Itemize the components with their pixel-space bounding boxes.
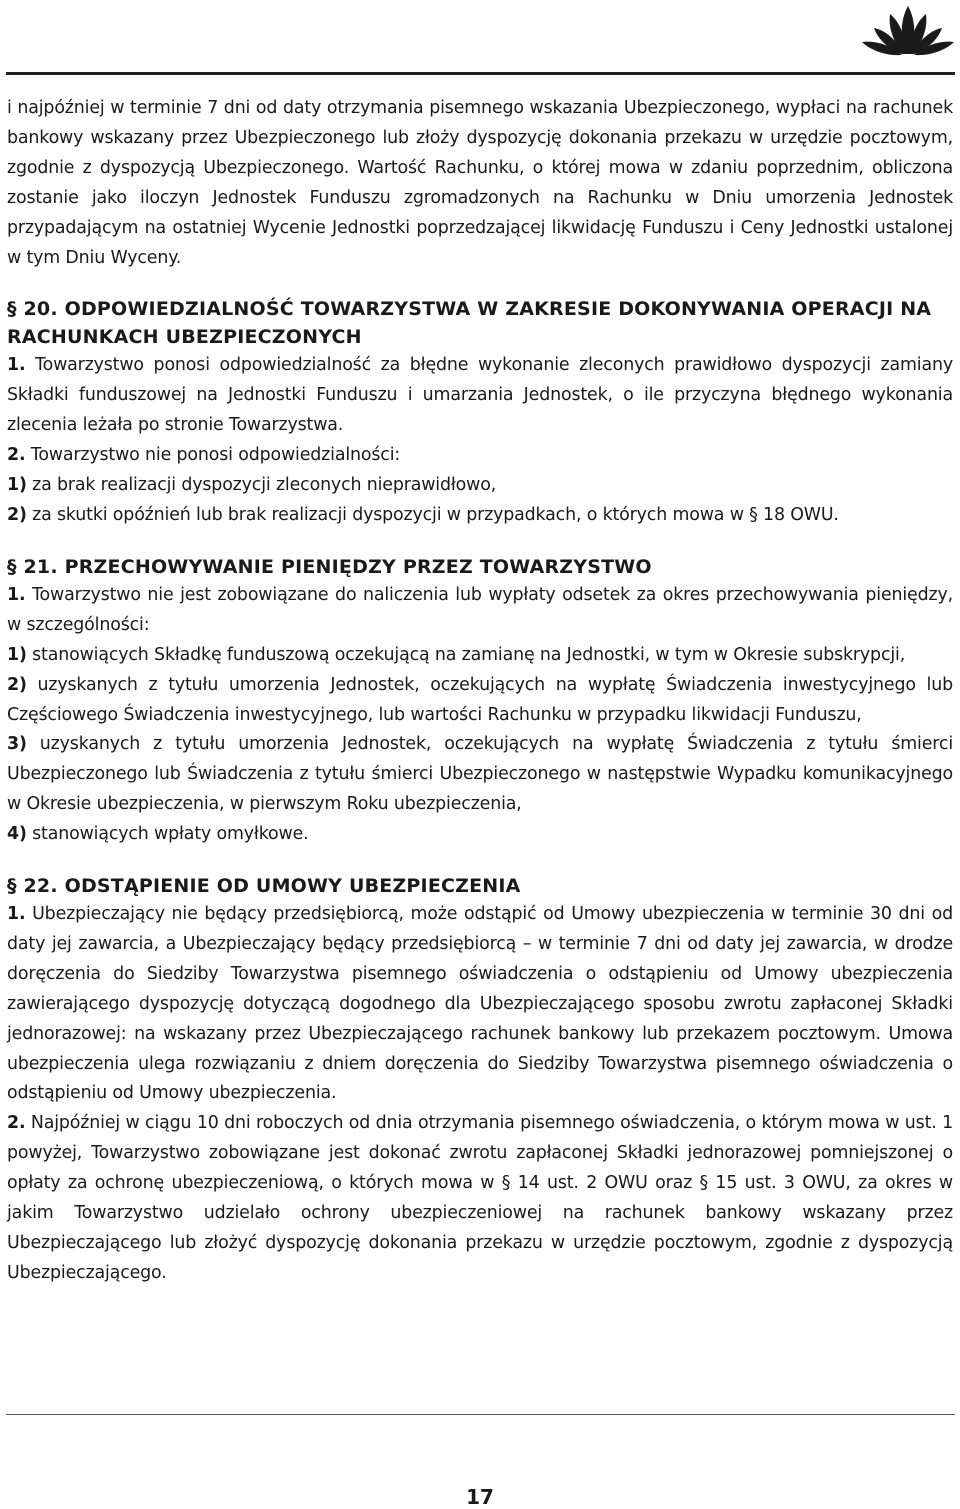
item-number: 1. <box>7 904 26 925</box>
header-rule <box>6 72 955 75</box>
item-text: Najpóźniej w ciągu 10 dni roboczych od dnia otrzymania pisemnego oświadczenia, o którym mowa w ust. 1 powyżej, Towarzystwo zobowiązane jest dokonać zwrotu zapłaconej Składki jednorazowej pomniejszonej o opłaty za ochronę ubezpieczeniową, o których mowa w § 14 ust. 2 OWU oraz § 15 ust. 3 OWU, za okres w jakim Towarzystwo udzielało ochrony ubezpieczeniowej na rachunek bankowy wskazany przez Ubezpieczającego lub złożyć dyspozycję dokonania przekazu w urzędzie pocztowym, zgodnie z dyspozycją Ubezpieczającego. <box>7 1113 953 1283</box>
item-number: 3) <box>7 734 27 755</box>
item-text: za skutki opóźnień lub brak realizacji dyspozycji w przypadkach, o których mowa w § 18 OWU. <box>26 504 839 525</box>
item-number: 2. <box>7 445 26 466</box>
section-20-point-1 <box>7 471 953 501</box>
section-20-heading: § 20. ODPOWIEDZIALNOŚĆ TOWARZYSTWA W ZAKRESIE DOKONYWANIA OPERACJI NA RACHUNKACH UBEZPIECZONYCH <box>7 298 932 349</box>
item-number: 1) <box>7 644 27 665</box>
item-text: Towarzystwo ponosi odpowiedzialność za błędne wykonanie zleconych prawidłowo dyspozycji zamiany Składki funduszowej na Jednostki Funduszu i umarzania Jednostek, o ile przyczyna błędnego wykonania zlecenia leżała po stronie Towarzystwa. <box>7 355 953 436</box>
section-20-item-1 <box>7 351 953 441</box>
item-number: 2) <box>7 674 27 695</box>
section-21-heading: § 21. PRZECHOWYWANIE PIENIĘDZY PRZEZ TOWARZYSTWO <box>7 555 652 578</box>
section-21-point-4 <box>7 820 953 850</box>
footer-rule <box>6 1414 955 1415</box>
item-text: Ubezpieczający nie będący przedsiębiorcą, może odstąpić od Umowy ubezpieczenia w terminie 30 dni od daty jej zawarcia, a Ubezpieczający będący przedsiębiorcą – w terminie 7 dni od daty jej zawarcia, w drodze doręczenia do Siedziby Towarzystwa pisemnego oświadczenia o odstąpieniu od Umowy ubezpieczenia zawierającego dyspozycję dotyczącą dogodnego dla Ubezpieczającego sposobu zwrotu zapłaconej Składki jednorazowej: na wskazany przez Ubezpieczającego rachunek bankowy lub przekazem pocztowym. Umowa ubezpieczenia ulega rozwiązaniu z dniem doręczenia do Siedziby Towarzystwa pisemnego oświadczenia o odstąpieniu od Umowy ubezpieczenia. <box>7 904 953 1104</box>
section-21-point-3 <box>7 730 953 820</box>
item-number: 2) <box>7 504 27 525</box>
item-number: 1) <box>7 475 27 496</box>
section-21-point-1 <box>7 641 953 671</box>
item-text: Towarzystwo nie jest zobowiązane do naliczenia lub wypłaty odsetek za okres przechowywania pieniędzy, w szczególności: <box>7 584 953 635</box>
section-22-item-2 <box>7 1109 953 1288</box>
item-number: 1. <box>7 584 26 605</box>
fan-shell-logo-icon <box>860 4 956 56</box>
item-text: za brak realizacji dyspozycji zleconych nieprawidłowo, <box>26 475 497 496</box>
section-20-item-2 <box>7 441 953 471</box>
item-number: 2. <box>7 1113 26 1134</box>
section-20-point-2 <box>7 501 953 531</box>
page-number: 17 <box>466 1485 494 1509</box>
item-number: 1. <box>7 355 26 376</box>
intro-paragraph: i najpóźniej w terminie 7 dni od daty otrzymania pisemnego wskazania Ubezpieczonego, wypłaci na rachunek bankowy wskazany przez Ubezpieczonego lub złoży dyspozycję dokonania przekazu w urzędzie pocztowym, zgodnie z dyspozycją Ubezpieczonego. Wartość Rachunku, o której mowa w zdaniu poprzednim, obliczona zostanie jako iloczyn Jednostek Funduszu zgromadzonych na Rachunku w Dniu umorzenia Jednostek przypadającym na ostatniej Wycenie Jednostki poprzedzającej likwidację Funduszu i Ceny Jednostki ustalonej w tym Dniu Wyceny. <box>7 98 953 268</box>
section-21-item-1 <box>7 581 953 641</box>
document-body <box>7 94 953 1289</box>
item-text: stanowiących wpłaty omyłkowe. <box>26 824 309 845</box>
item-text: stanowiących Składkę funduszową oczekującą na zamianę na Jednostki, w tym w Okresie subskrypcji, <box>26 644 906 665</box>
item-number: 4) <box>7 824 27 845</box>
item-text: Towarzystwo nie ponosi odpowiedzialności: <box>25 445 401 466</box>
item-text: uzyskanych z tytułu umorzenia Jednostek, oczekujących na wypłatę Świadczenia inwestycyjnego lub Częściowego Świadczenia inwestycyjnego, lub wartości Rachunku w przypadku likwidacji Funduszu, <box>7 674 953 725</box>
section-22-item-1 <box>7 900 953 1109</box>
section-21-point-2 <box>7 671 953 731</box>
item-text: uzyskanych z tytułu umorzenia Jednostek, oczekujących na wypłatę Świadczenia z tytułu śmierci Ubezpieczonego lub Świadczenia z tytułu śmierci Ubezpieczonego w następstwie Wypadku komunikacyjnego w Okresie ubezpieczenia, w pierwszym Roku ubezpieczenia, <box>7 734 953 815</box>
section-22-heading: § 22. ODSTĄPIENIE OD UMOWY UBEZPIECZENIA <box>7 875 521 898</box>
